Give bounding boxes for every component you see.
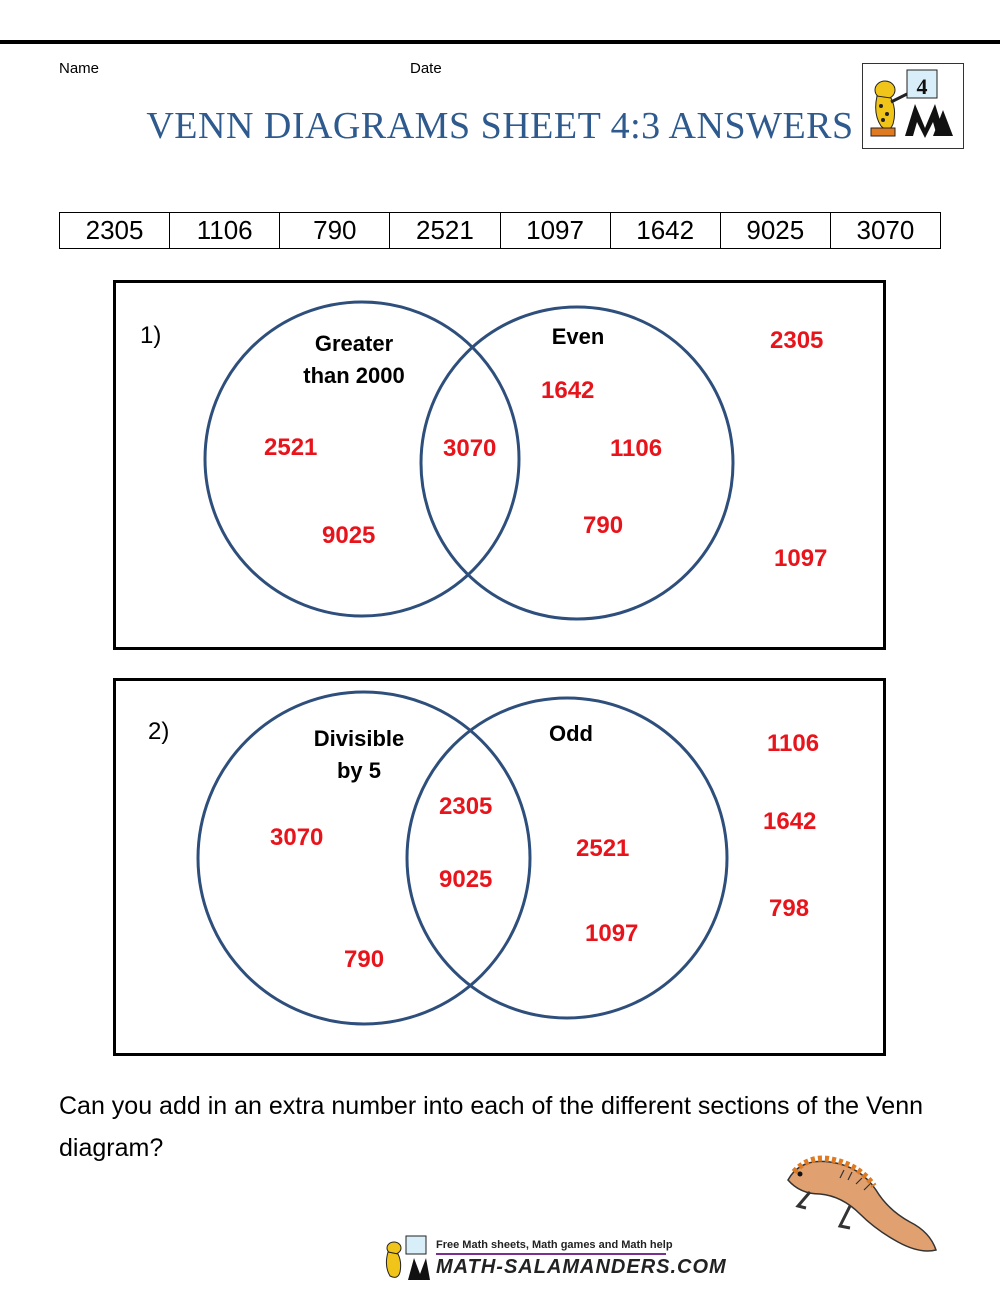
question-number-2: 2)	[148, 718, 170, 745]
set-label-b-1: Even	[551, 324, 605, 349]
answer-only-a: 790	[344, 946, 385, 973]
answer-outside: 1642	[763, 808, 817, 835]
set-label-line: by 5	[336, 758, 382, 783]
logo-grade: 4	[916, 74, 928, 99]
question-number-1: 1)	[140, 322, 162, 349]
set-label-line: than 2000	[303, 363, 405, 388]
name-label: Name	[59, 60, 100, 77]
answer-only-b: 790	[583, 512, 624, 539]
footer-salamander-icon	[380, 1234, 430, 1282]
number-cell: 2305	[60, 213, 170, 249]
answer-both: 9025	[439, 866, 493, 893]
number-cell: 3070	[830, 213, 940, 249]
set-label-line: Greater	[314, 331, 394, 356]
set-label-a-2	[294, 723, 424, 787]
answer-only-a: 9025	[322, 522, 376, 549]
answer-both: 3070	[443, 435, 497, 462]
answer-only-b: 1642	[541, 377, 595, 404]
circle-even	[421, 307, 733, 619]
answer-outside: 2305	[770, 327, 824, 354]
date-label: Date	[410, 60, 442, 77]
answer-only-a: 2521	[264, 434, 318, 461]
footer-divider	[436, 1253, 666, 1255]
set-label-b-2: Odd	[549, 721, 593, 746]
footer-tagline: Free Math sheets, Math games and Math help	[436, 1239, 673, 1251]
extension-question: Can you add in an extra number into each of the different sections of the Venn diagram?	[59, 1092, 924, 1162]
set-label-a-1	[284, 328, 424, 392]
salamander-illustration-icon	[780, 1150, 940, 1260]
set-label-line: Divisible	[313, 726, 405, 751]
answer-both: 2305	[439, 793, 493, 820]
number-cell: 790	[280, 213, 390, 249]
answer-only-b: 2521	[576, 835, 630, 862]
answer-outside: 798	[769, 895, 810, 922]
footer-logo	[380, 1234, 727, 1284]
answer-only-b: 1106	[610, 435, 663, 462]
answer-only-a: 3070	[270, 824, 324, 851]
answer-only-b: 1097	[585, 920, 639, 947]
number-cell: 2521	[390, 213, 500, 249]
footer-site-name: MATH-SALAMANDERS.COM	[436, 1256, 727, 1278]
number-cell: 9025	[720, 213, 830, 249]
number-cell: 1642	[610, 213, 720, 249]
number-cell: 1106	[170, 213, 280, 249]
page-title: VENN DIAGRAMS SHEET 4:3 ANSWERS	[146, 105, 854, 147]
answer-outside: 1097	[774, 545, 828, 572]
answer-outside: 1106	[767, 730, 820, 757]
number-cell: 1097	[500, 213, 610, 249]
